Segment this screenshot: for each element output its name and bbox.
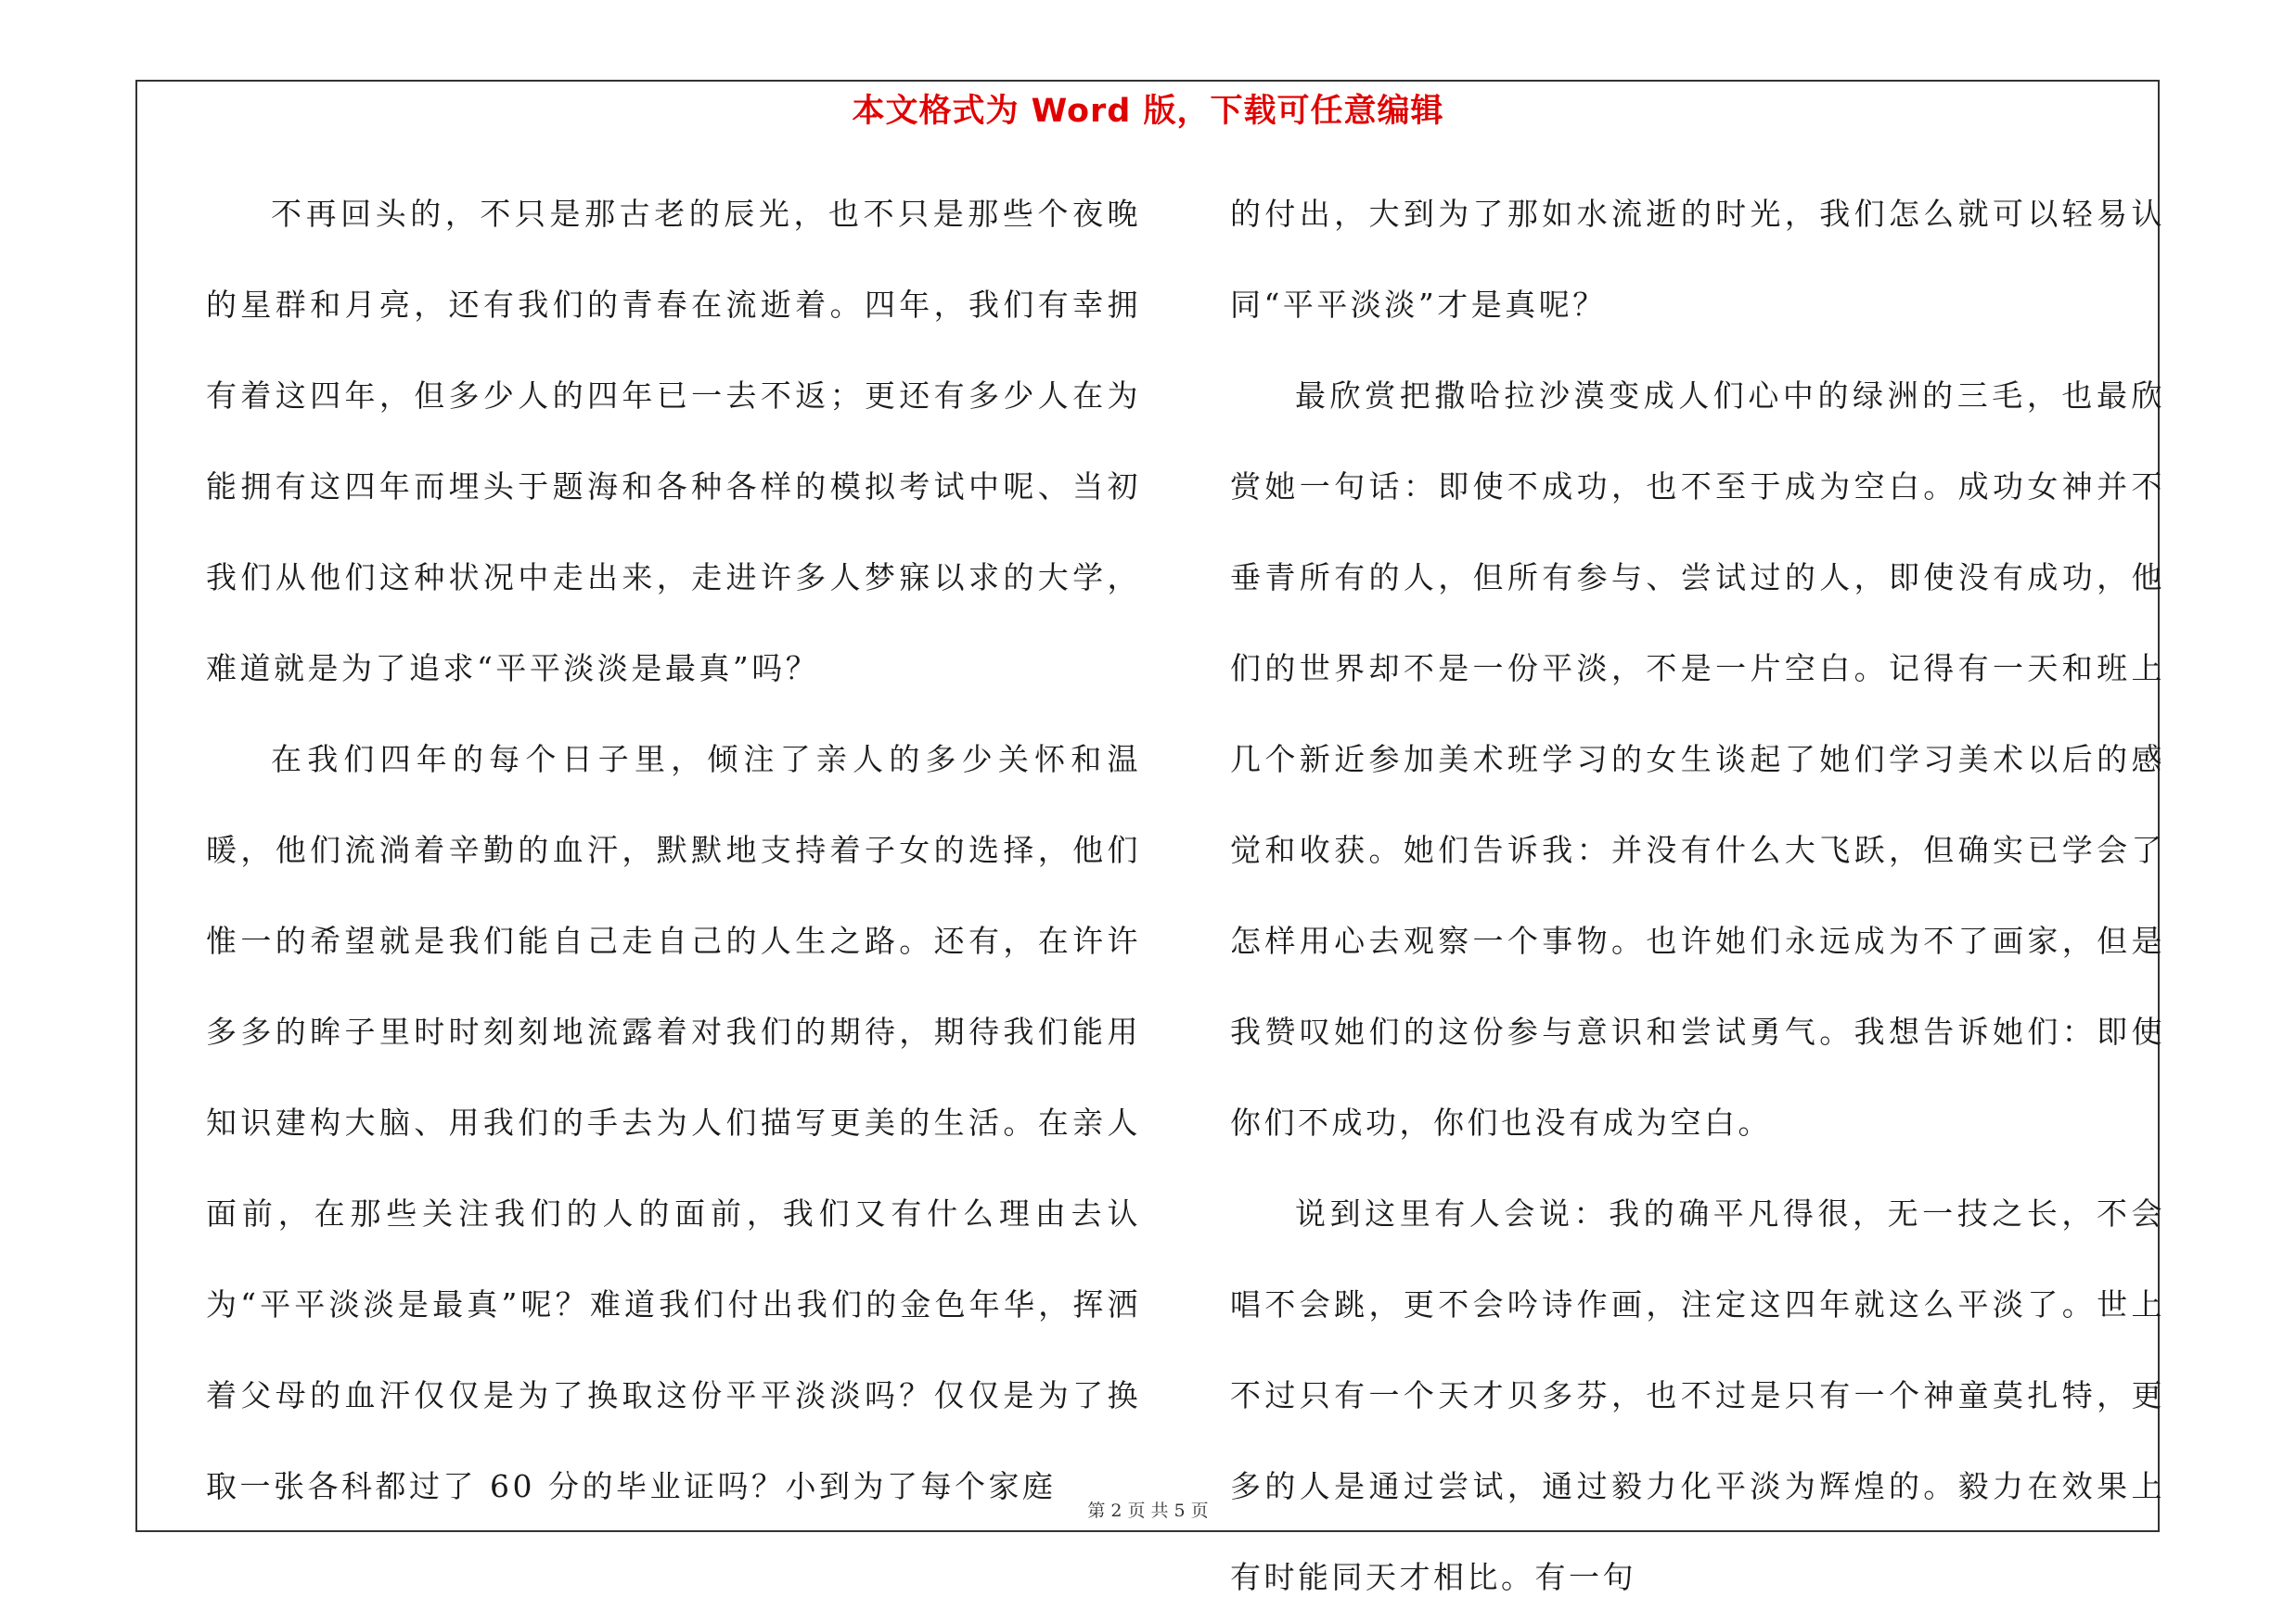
paragraph: 在我们四年的每个日子里，倾注了亲人的多少关怀和温暖，他们流淌着辛勤的血汗，默默地支持着子女的选择，他们惟一的希望就是我们能自己走自己的人生之路。还有，在许许多多的眸子里时时刻刻地流露着对我们的期待，期待我们能用知识建构大脑、用我们的手去为人们描写更美的生活。在亲人面前，在那些关注我们的人的面前，我们又有什么理由去认为“平平淡淡是最真”呢？难道我们付出我们的金色年华，挥洒着父母的血汗仅仅是为了换取这份平平淡淡吗？仅仅是为了换取一张各科都过了 60 分的毕业证吗？小到为了每个家庭 bbox=[206, 741, 1141, 1504]
left-text-column bbox=[206, 169, 1141, 1532]
right-text-column bbox=[1230, 169, 2165, 1623]
paragraph: 说到这里有人会说：我的确平凡得很，无一技之长，不会唱不会跳，更不会吟诗作画，注定这四年就这么平淡了。世上不过只有一个天才贝多芬，也不过是只有一个神童莫扎特，更多的人是通过尝试，通过毅力化平淡为辉煌的。毅力在效果上有时能同天才相比。有一句 bbox=[1230, 1195, 2165, 1595]
paragraph: 最欣赏把撒哈拉沙漠变成人们心中的绿洲的三毛，也最欣赏她一句话：即使不成功，也不至于成为空白。成功女神并不垂青所有的人，但所有参与、尝试过的人，即使没有成功，他们的世界却不是一份平淡，不是一片空白。记得有一天和班上几个新近参加美术班学习的女生谈起了她们学习美术以后的感觉和收获。她们告诉我：并没有什么大飞跃，但确实已学会了怎样用心去观察一个事物。也许她们永远成为不了画家，但是我赞叹她们的这份参与意识和尝试勇气。我想告诉她们：即使你们不成功，你们也没有成为空白。 bbox=[1230, 377, 2165, 1141]
page-number-footer: 第 2 页 共 5 页 bbox=[1087, 1501, 1209, 1521]
word-format-banner: 本文格式为 Word 版，下载可任意编辑 bbox=[852, 93, 1444, 130]
paragraph: 不再回头的，不只是那古老的辰光，也不只是那些个夜晚的星群和月亮，还有我们的青春在流逝着。四年，我们有幸拥有着这四年，但多少人的四年已一去不返；更还有多少人在为能拥有这四年而埋头于题海和各种各样的模拟考试中呢、当初我们从他们这种状况中走出来，走进许多人梦寐以求的大学，难道就是为了追求“平平淡淡是最真”吗？ bbox=[206, 196, 1141, 686]
paragraph-continued: 的付出，大到为了那如水流逝的时光，我们怎么就可以轻易认同“平平淡淡”才是真呢？ bbox=[1230, 196, 2165, 323]
